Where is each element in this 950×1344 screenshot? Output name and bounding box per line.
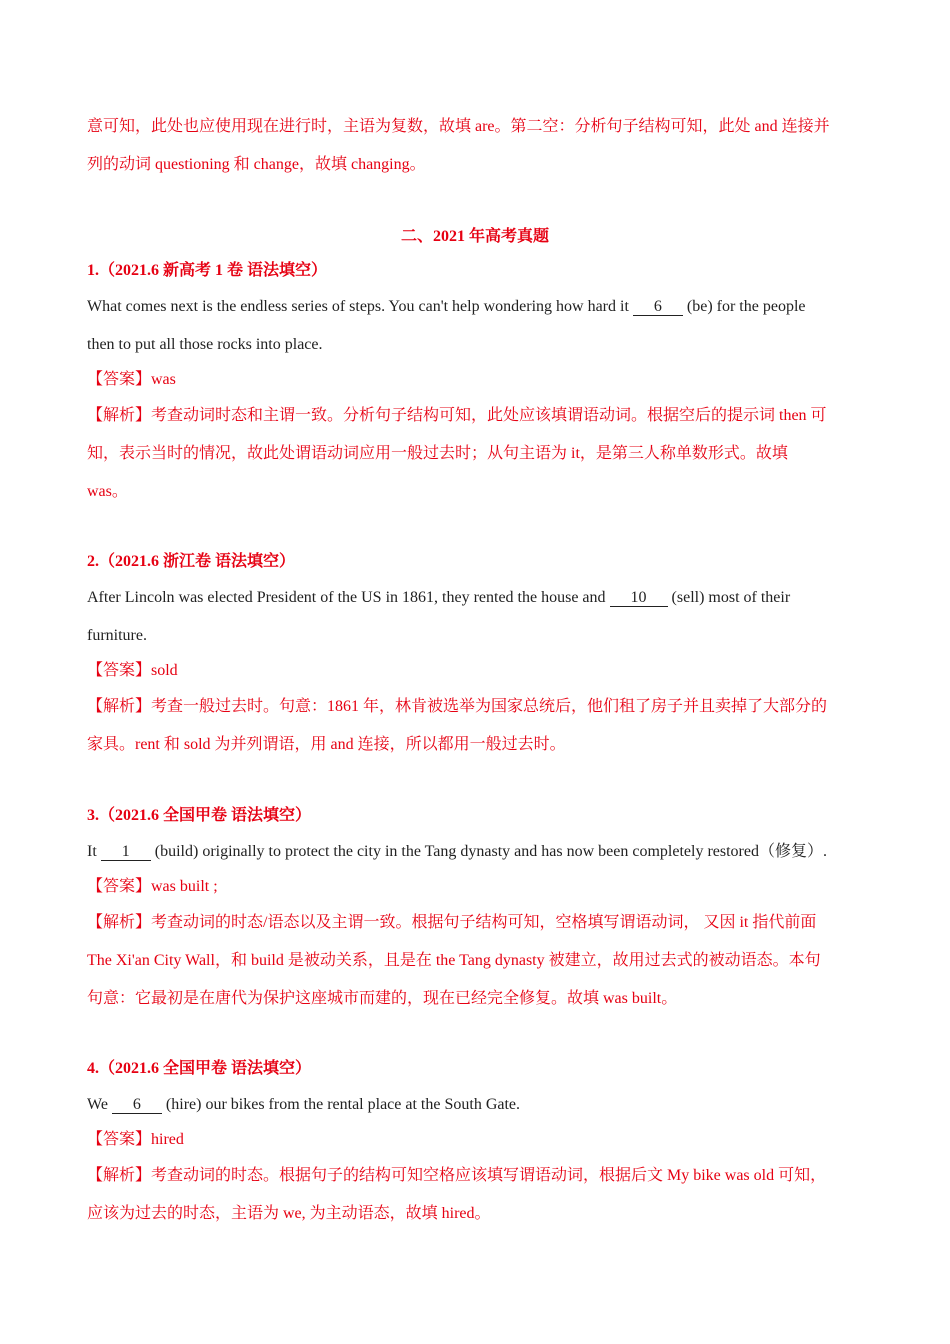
question-4-analysis-line-2: 应该为过去的时态，主语为 we, 为主动语态，故填 hired。	[87, 1205, 491, 1222]
question-3-analysis-line-2: The Xi'an City Wall，和 build 是被动关系，且是在 the Tang dynasty 被建立，故用过去式的被动语态。本句	[87, 952, 821, 969]
question-2-analysis-line-2: 家具。rent 和 sold 为并列谓语，用 and 连接，所以都用一般过去时。	[87, 736, 566, 753]
question-4-text-after: (hire) our bikes from the rental place at the South Gate.	[161, 1096, 521, 1113]
question-2-title: 2.（2021.6 浙江卷 语法填空）	[87, 553, 296, 570]
question-1-title: 1.（2021.6 新高考 1 卷 语法填空）	[87, 262, 328, 279]
question-1-text-before: What comes next is the endless series of steps. You can't help wondering how hard it	[87, 298, 633, 315]
question-2-sentence	[87, 588, 790, 608]
question-2-answer: 【答案】sold	[87, 662, 178, 679]
question-3-answer: 【答案】was built ;	[87, 878, 218, 895]
question-4-answer: 【答案】hired	[87, 1131, 184, 1148]
intro-line-1: 意可知，此处也应使用现在进行时，主语为复数，故填 are。第二空：分析句子结构可知，此处 and 连接并	[87, 118, 830, 135]
question-4-blank: 6	[112, 1096, 162, 1114]
question-2-analysis-line-1: 【解析】考查一般过去时。句意：1861 年，林肯被选举为国家总统后，他们租了房子并且卖掉了大部分的	[87, 698, 828, 715]
question-3-text-before: It	[87, 843, 101, 860]
question-1-sentence-line-2: then to put all those rocks into place.	[87, 336, 323, 353]
question-3-analysis-line-3: 句意：它最初是在唐代为保护这座城市而建的，现在已经完全修复。故填 was built。	[87, 990, 678, 1007]
question-2-sentence-line-2: furniture.	[87, 627, 147, 644]
question-4-sentence	[87, 1095, 520, 1115]
question-1-analysis-line-2: 知，表示当时的情况，故此处谓语动词应用一般过去时；从句主语为 it，是第三人称单数形式。故填	[87, 445, 788, 462]
intro-line-2: 列的动词 questioning 和 change，故填 changing。	[87, 156, 426, 173]
question-3-title: 3.（2021.6 全国甲卷 语法填空）	[87, 807, 312, 824]
question-1-analysis-line-1: 【解析】考查动词时态和主谓一致。分析句子结构可知，此处应该填谓语动词。根据空后的提示词 then 可	[87, 407, 827, 424]
question-3-blank: 1	[101, 843, 151, 861]
question-1-analysis-line-3: was。	[87, 483, 128, 500]
question-3-analysis-line-1: 【解析】考查动词的时态/语态以及主谓一致。根据句子结构可知，空格填写谓语动词， 又因 it 指代前面	[87, 914, 817, 931]
question-4-text-before: We	[87, 1096, 112, 1113]
question-1-blank: 6	[633, 298, 683, 316]
question-3-sentence	[87, 842, 827, 862]
question-4-title: 4.（2021.6 全国甲卷 语法填空）	[87, 1060, 312, 1077]
question-1-answer: 【答案】was	[87, 371, 176, 388]
question-1-sentence	[87, 297, 806, 317]
section-title: 二、2021 年高考真题	[400, 228, 549, 245]
question-2-text-after: (sell) most of their	[667, 589, 791, 606]
question-2-text-before: After Lincoln was elected President of the US in 1861, they rented the house and	[87, 589, 610, 606]
question-2-blank: 10	[610, 589, 668, 607]
question-1-text-after: (be) for the people	[682, 298, 806, 315]
question-3-text-after: (build) originally to protect the city in the Tang dynasty and has now been completely restored（修复）.	[150, 843, 827, 860]
question-4-analysis-line-1: 【解析】考查动词的时态。根据句子的结构可知空格应该填写谓语动词，根据后文 My bike was old 可知，	[87, 1167, 827, 1184]
